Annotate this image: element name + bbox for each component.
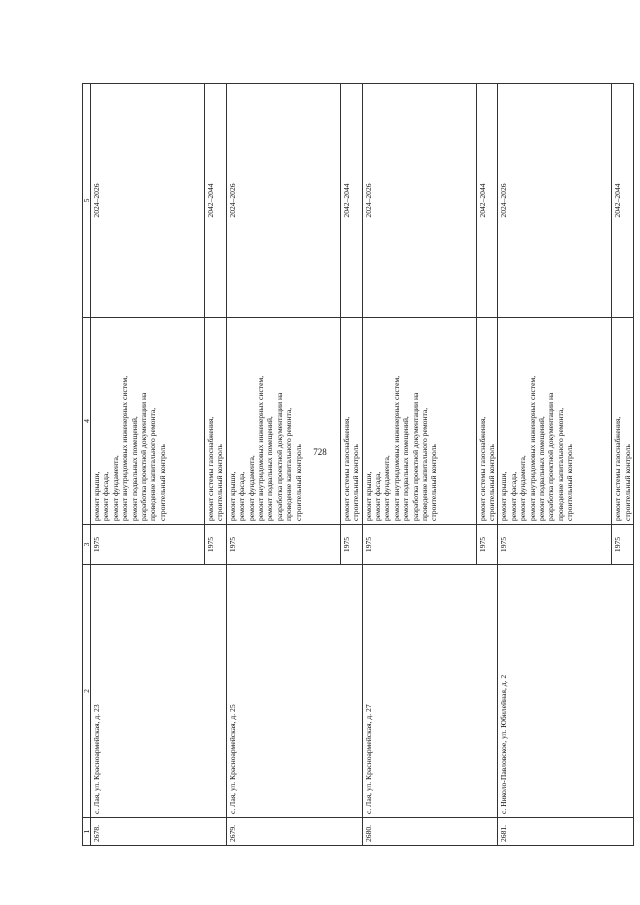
- work-item: ремонт внутридомовых инженерных систем,: [256, 375, 266, 521]
- year-cell: 1975: [91, 525, 205, 565]
- work-item: ремонт фундамента,: [246, 455, 256, 521]
- year-cell: 1975: [612, 525, 634, 565]
- rotated-table-wrapper: [82, 84, 632, 846]
- period-cell: 2042–2044: [340, 84, 362, 318]
- work-item: ремонт подвальных помещений,: [401, 416, 411, 521]
- header-cell: 2: [83, 565, 91, 818]
- period-cell: 2024–2026: [362, 84, 476, 318]
- works-cell: [205, 318, 227, 525]
- repair-schedule-table: [82, 83, 634, 846]
- work-item: разработка проектной документации на: [139, 392, 149, 521]
- year-cell: 1975: [205, 525, 227, 565]
- work-item: ремонт подвальных помещений,: [265, 416, 275, 521]
- work-item: ремонт крыши,: [92, 471, 101, 521]
- row-number: 2681.: [498, 818, 634, 846]
- address-cell: с. Николо-Павловское, ул. Юбилейная, д. 2: [498, 565, 634, 818]
- table-row: [362, 84, 476, 846]
- address-cell: с. Лая, ул. Красноармейская, д. 23: [91, 565, 227, 818]
- work-item: ремонт внутридомовых инженерных систем,: [120, 375, 130, 521]
- header-cell: 3: [83, 525, 91, 565]
- table-row: [498, 84, 612, 846]
- header-cell: 5: [83, 84, 91, 318]
- work-item: строительный контроль: [429, 444, 439, 521]
- work-item: ремонт фасада,: [237, 471, 247, 521]
- work-item: ремонт подвальных помещений,: [537, 416, 547, 521]
- works-cell: [340, 318, 362, 525]
- period-cell: 2024–2026: [226, 84, 340, 318]
- table-row: [91, 84, 205, 846]
- header-cell: 1: [83, 818, 91, 846]
- work-item: ремонт системы газоснабжения,: [341, 416, 351, 521]
- year-cell: 1975: [226, 525, 340, 565]
- work-item: проведение капитального ремонта,: [555, 407, 565, 521]
- period-cell: 2024–2026: [91, 84, 205, 318]
- work-item: ремонт крыши,: [499, 471, 509, 521]
- work-item: ремонт фасада,: [101, 471, 111, 521]
- work-item: строительный контроль: [622, 444, 632, 521]
- works-cell: [91, 318, 205, 525]
- work-item: строительный контроль: [293, 444, 303, 521]
- work-item: ремонт фундамента,: [382, 455, 392, 521]
- work-item: проведение капитального ремонта,: [284, 407, 294, 521]
- works-cell: [476, 318, 498, 525]
- year-cell: 1975: [340, 525, 362, 565]
- work-item: ремонт крыши,: [363, 471, 373, 521]
- work-item: ремонт системы газоснабжения,: [477, 416, 487, 521]
- work-item: ремонт внутридомовых инженерных систем,: [527, 375, 537, 521]
- row-number: 2678.: [91, 818, 227, 846]
- work-item: проведение капитального ремонта,: [148, 407, 158, 521]
- work-item: разработка проектной документации на: [410, 392, 420, 521]
- works-cell: [362, 318, 476, 525]
- work-item: ремонт крыши,: [227, 471, 237, 521]
- period-cell: 2042–2044: [612, 84, 634, 318]
- work-item: разработка проектной документации на: [546, 392, 556, 521]
- address-cell: с. Лая, ул. Красноармейская, д. 25: [226, 565, 362, 818]
- works-cell: [498, 318, 612, 525]
- table-row: [226, 84, 340, 846]
- work-item: строительный контроль: [487, 444, 497, 521]
- work-item: разработка проектной документации на: [274, 392, 284, 521]
- year-cell: 1975: [476, 525, 498, 565]
- period-cell: 2024–2026: [498, 84, 612, 318]
- work-item: ремонт системы газоснабжения,: [206, 416, 215, 521]
- row-number: 2680.: [362, 818, 498, 846]
- works-cell: [612, 318, 634, 525]
- address-cell: с. Лая, ул. Красноармейская, д. 27: [362, 565, 498, 818]
- work-item: ремонт подвальных помещений,: [129, 416, 139, 521]
- work-item: строительный контроль: [351, 444, 361, 521]
- works-cell: [226, 318, 340, 525]
- year-cell: 1975: [362, 525, 476, 565]
- row-number: 2679.: [226, 818, 362, 846]
- work-item: ремонт фундамента,: [518, 455, 528, 521]
- year-cell: 1975: [498, 525, 612, 565]
- work-item: ремонт фасада,: [373, 471, 383, 521]
- work-item: строительный контроль: [215, 444, 225, 521]
- work-item: строительный контроль: [157, 444, 167, 521]
- work-item: строительный контроль: [565, 444, 575, 521]
- work-item: ремонт системы газоснабжения,: [613, 416, 623, 521]
- header-row: [83, 84, 91, 846]
- header-cell: 4: [83, 318, 91, 525]
- work-item: ремонт фасада,: [508, 471, 518, 521]
- work-item: проведение капитального ремонта,: [420, 407, 430, 521]
- work-item: ремонт фундамента,: [110, 455, 120, 521]
- period-cell: 2042–2044: [476, 84, 498, 318]
- work-item: ремонт внутридомовых инженерных систем,: [391, 375, 401, 521]
- page-number: 728: [313, 447, 327, 457]
- period-cell: 2042–2044: [205, 84, 227, 318]
